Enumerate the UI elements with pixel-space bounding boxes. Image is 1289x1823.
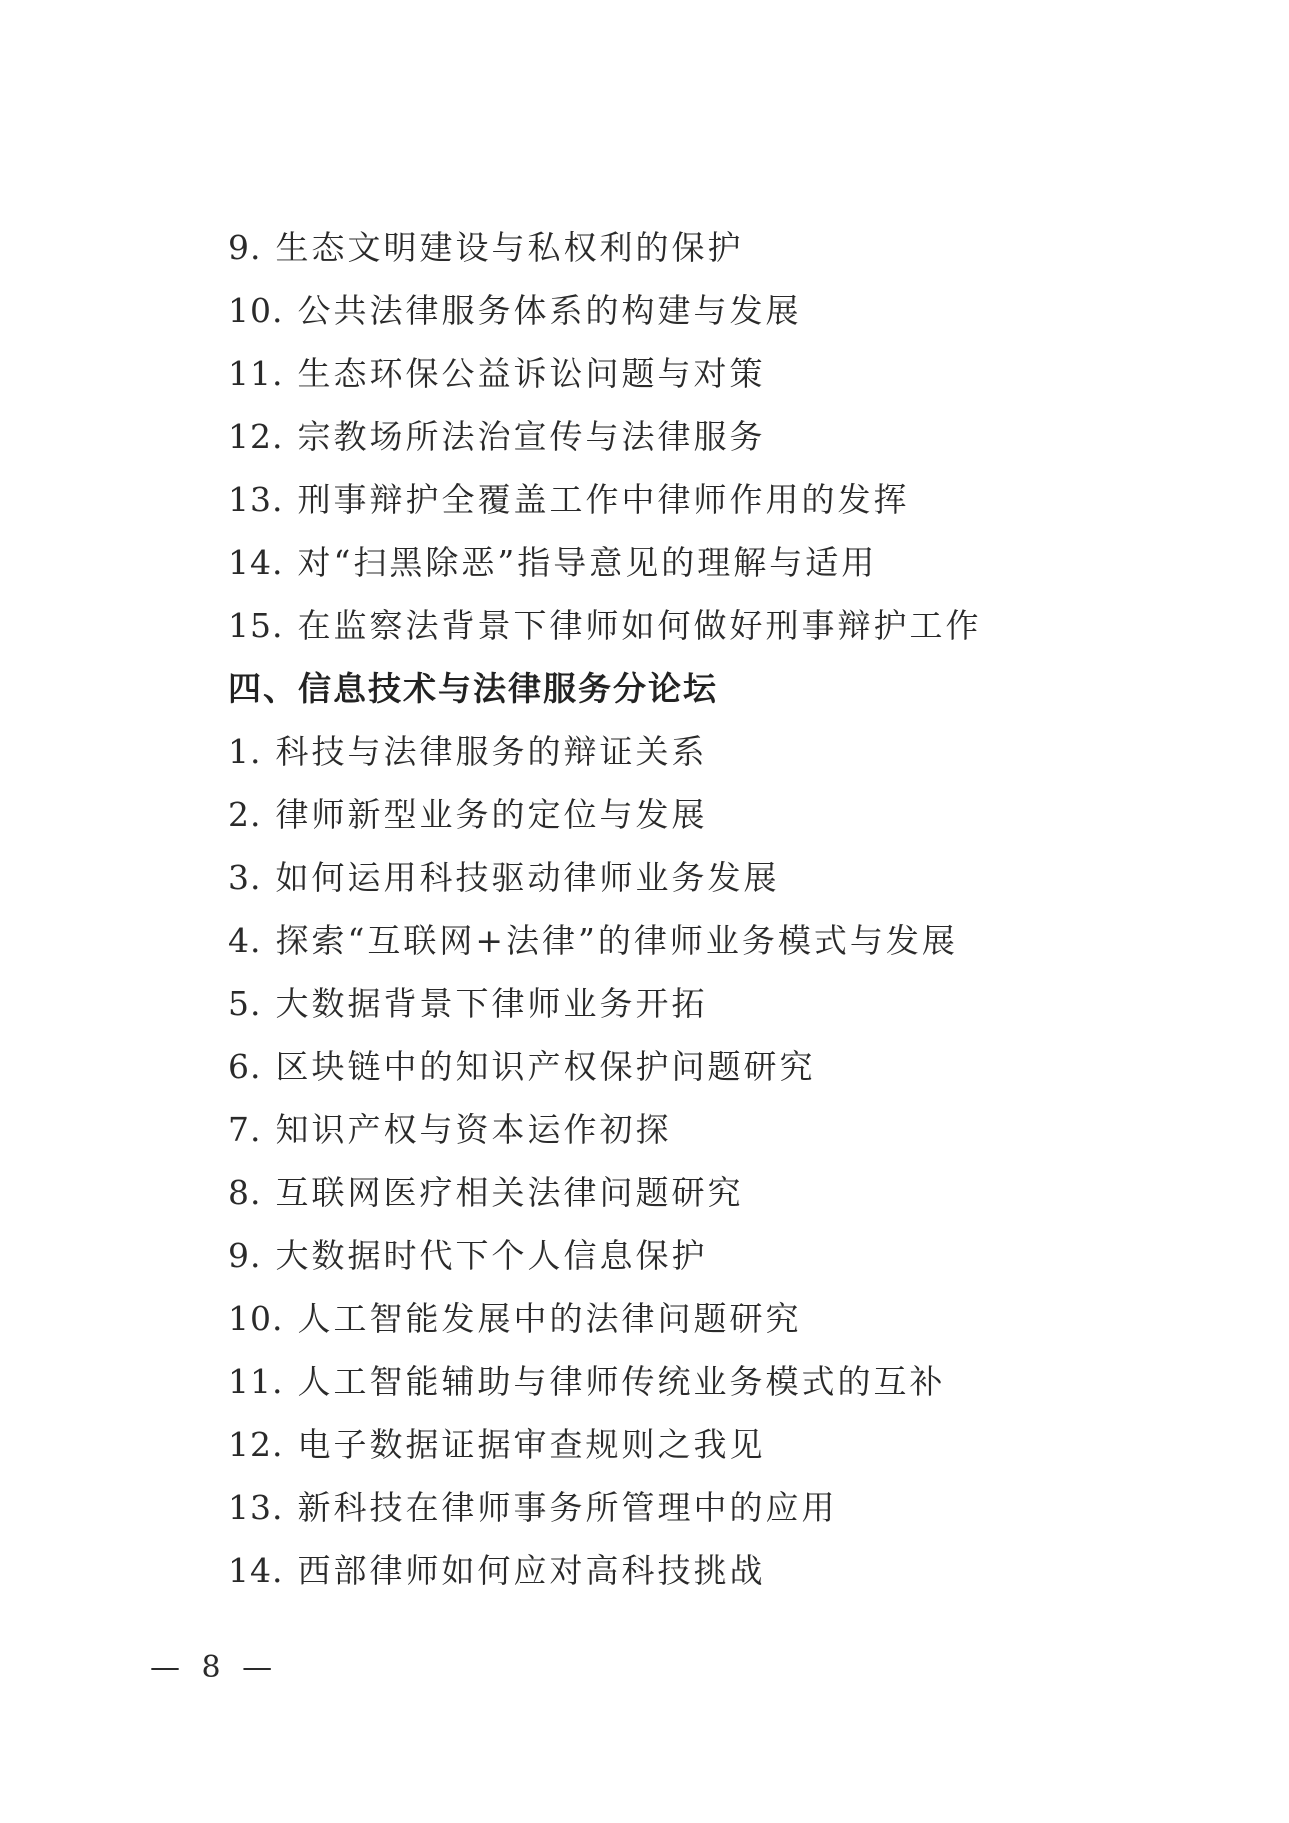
item-text: 知识产权与资本运作初探 <box>275 1110 672 1149</box>
item-number: 8. <box>228 1173 262 1212</box>
list-item <box>228 1488 837 1528</box>
page-number: — 8 — <box>150 1650 279 1685</box>
list-item <box>228 795 708 835</box>
item-text: 人工智能发展中的法律问题研究 <box>297 1299 802 1338</box>
item-text: 新科技在律师事务所管理中的应用 <box>297 1488 838 1527</box>
item-text: 西部律师如何应对高科技挑战 <box>297 1551 766 1590</box>
item-number: 1. <box>228 732 262 771</box>
list-item <box>228 1110 672 1150</box>
item-number: 2. <box>228 795 262 834</box>
item-text: 刑事辩护全覆盖工作中律师作用的发挥 <box>297 480 910 519</box>
item-number: 13. <box>228 1488 284 1527</box>
item-number: 10. <box>228 291 284 330</box>
item-text: 在监察法背景下律师如何做好刑事辩护工作 <box>297 606 982 645</box>
item-text: 互联网医疗相关法律问题研究 <box>275 1173 744 1212</box>
item-number: 5. <box>228 984 262 1023</box>
item-text: 探索“互联网+法律”的律师业务模式与发展 <box>275 921 958 960</box>
item-number: 15. <box>228 606 284 645</box>
list-item <box>228 417 765 457</box>
list-item <box>228 1236 708 1276</box>
item-number: 10. <box>228 1299 284 1338</box>
list-item <box>228 858 780 898</box>
item-number: 4. <box>228 921 262 960</box>
item-number: 9. <box>228 228 262 267</box>
item-number: 11. <box>228 1362 284 1401</box>
item-number: 12. <box>228 1425 284 1464</box>
item-number: 12. <box>228 417 284 456</box>
item-text: 生态环保公益诉讼问题与对策 <box>297 354 766 393</box>
item-number: 7. <box>228 1110 262 1149</box>
item-text: 律师新型业务的定位与发展 <box>275 795 708 834</box>
item-text: 宗教场所法治宣传与法律服务 <box>297 417 766 456</box>
item-text: 大数据背景下律师业务开拓 <box>275 984 708 1023</box>
item-text: 科技与法律服务的辩证关系 <box>275 732 708 771</box>
item-number: 6. <box>228 1047 262 1086</box>
list-item <box>228 732 708 772</box>
list-item <box>228 228 744 268</box>
list-item <box>228 480 909 520</box>
item-text: 生态文明建设与私权利的保护 <box>275 228 744 267</box>
item-text: 大数据时代下个人信息保护 <box>275 1236 708 1275</box>
list-item <box>228 291 801 331</box>
list-item <box>228 543 877 583</box>
list-item <box>228 984 708 1024</box>
item-text: 区块链中的知识产权保护问题研究 <box>275 1047 816 1086</box>
item-number: 3. <box>228 858 262 897</box>
item-text: 电子数据证据审查规则之我见 <box>297 1425 766 1464</box>
list-item <box>228 1047 816 1087</box>
list-item <box>228 1551 765 1591</box>
item-text: 对“扫黑除恶”指导意见的理解与适用 <box>297 543 878 582</box>
list-item <box>228 1425 765 1465</box>
item-text: 人工智能辅助与律师传统业务模式的互补 <box>297 1362 946 1401</box>
item-number: 9. <box>228 1236 262 1275</box>
list-item <box>228 354 765 394</box>
item-text: 如何运用科技驱动律师业务发展 <box>275 858 780 897</box>
item-number: 14. <box>228 543 284 582</box>
section-heading: 四、信息技术与法律服务分论坛 <box>228 669 718 708</box>
item-text: 公共法律服务体系的构建与发展 <box>297 291 802 330</box>
list-item <box>228 921 958 961</box>
list-item <box>228 1299 801 1339</box>
list-item <box>228 1173 744 1213</box>
item-number: 11. <box>228 354 284 393</box>
list-item <box>228 606 981 646</box>
item-number: 13. <box>228 480 284 519</box>
list-item <box>228 1362 945 1402</box>
item-number: 14. <box>228 1551 284 1590</box>
